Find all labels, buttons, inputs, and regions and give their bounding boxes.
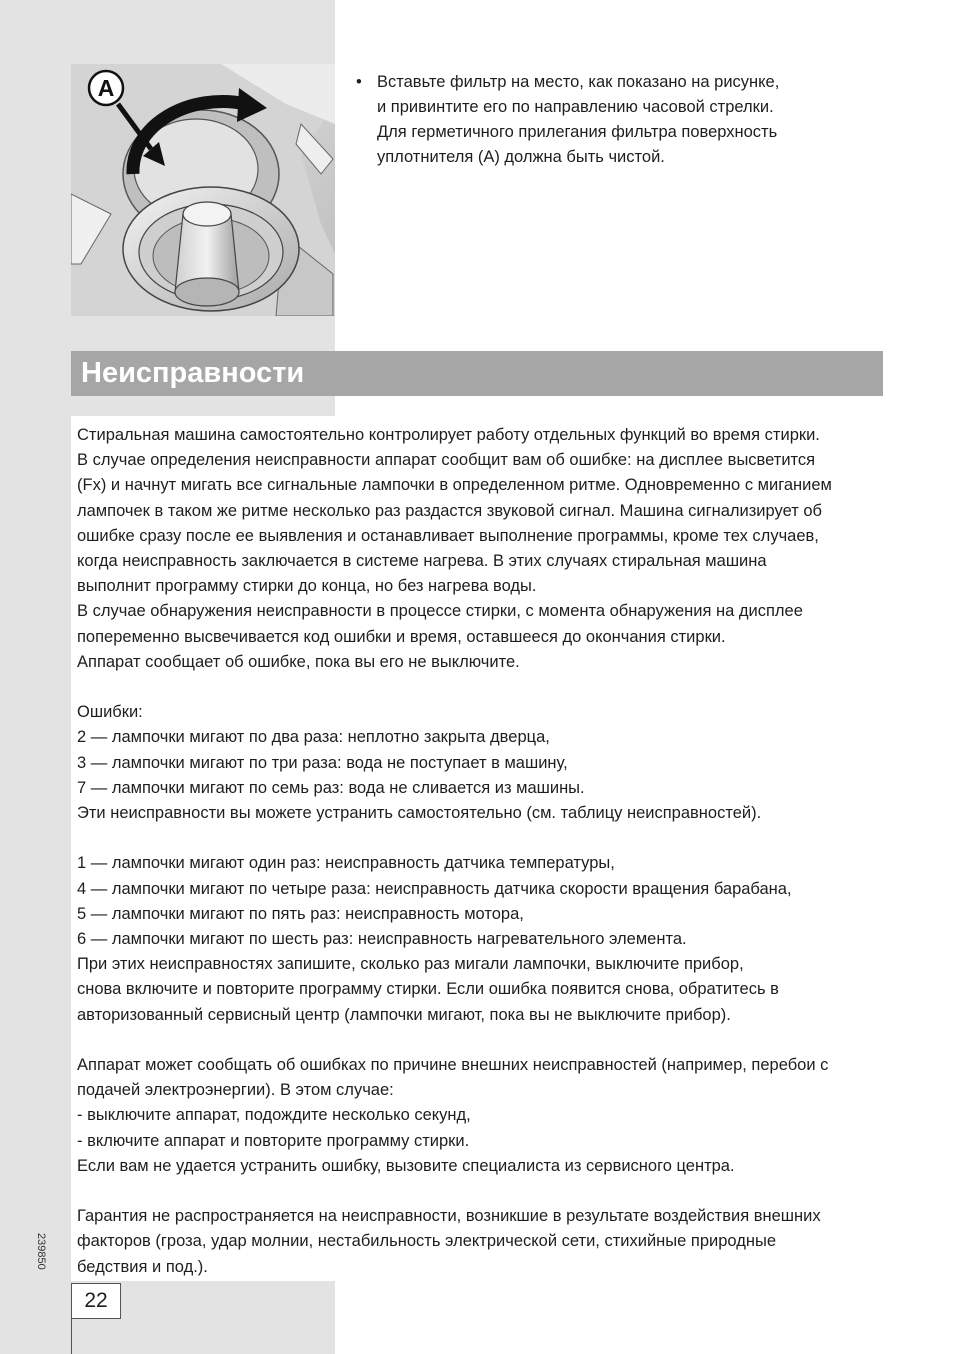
error-item: 2 — лампочки мигают по два раза: неплотно закрыта дверца, bbox=[77, 728, 550, 747]
body-line: ошибке сразу после ее выявления и останавливает выполнение программы, кроме тех случаев, bbox=[77, 526, 819, 545]
body-line: Аппарат сообщает об ошибке, пока вы его не выключите. bbox=[77, 652, 520, 671]
warranty-line: бедствия и под.). bbox=[77, 1257, 208, 1276]
filter-illustration bbox=[71, 64, 335, 316]
bullet-marker: • bbox=[356, 73, 362, 91]
error-item: 4 — лампочки мигают по четыре раза: неисправность датчика скорости вращения барабана, bbox=[77, 879, 792, 898]
error-item: 3 — лампочки мигают по три раза: вода не поступает в машину, bbox=[77, 753, 568, 772]
body-line: (Fx) и начнут мигать все сигнальные лампочки в определенном ритме. Одновременно с миганием bbox=[77, 476, 832, 495]
instruction-text bbox=[377, 70, 876, 170]
page-number: 22 bbox=[71, 1283, 121, 1319]
error-item: 7 — лампочки мигают по семь раз: вода не сливается из машины. bbox=[77, 778, 585, 797]
body-line: - включите аппарат и повторите программу стирки. bbox=[77, 1131, 470, 1150]
body-line: При этих неисправностях запишите, сколько раз мигали лампочки, выключите прибор, bbox=[77, 955, 744, 974]
filter-instruction bbox=[356, 70, 876, 170]
body-line: авторизованный сервисный центр (лампочки мигают, пока вы не выключите прибор). bbox=[77, 1005, 731, 1024]
body-line: Эти неисправности вы можете устранить самостоятельно (см. таблицу неисправностей). bbox=[77, 804, 762, 823]
warranty-line: факторов (гроза, удар молнии, нестабильность электрической сети, стихийные природные bbox=[77, 1232, 776, 1251]
blank-line bbox=[77, 1179, 889, 1204]
warranty-line: Гарантия не распространяется на неисправности, возникшие в результате воздействия внешних bbox=[77, 1207, 821, 1226]
blank-line bbox=[77, 1028, 889, 1053]
body-line: выполнит программу стирки до конца, но без нагрева воды. bbox=[77, 577, 537, 596]
left-margin-band bbox=[0, 416, 71, 1281]
instruction-line: Для герметичного прилегания фильтра поверхность bbox=[377, 123, 778, 141]
bottom-margin-band bbox=[0, 1281, 335, 1354]
instruction-line: и привинтите его по направлению часовой стрелки. bbox=[377, 98, 774, 116]
body-line: подачей электроэнергии). В этом случае: bbox=[77, 1081, 394, 1100]
body-line: В случае определения неисправности аппарат сообщит вам об ошибке: на дисплее высветится bbox=[77, 451, 816, 470]
blank-line bbox=[77, 675, 889, 700]
error-item: 1 — лампочки мигают один раз: неисправность датчика температуры, bbox=[77, 854, 615, 873]
section-heading-bar bbox=[71, 351, 883, 396]
body-line: когда неисправность заключается в системе нагрева. В этих случаях стиральная машина bbox=[77, 552, 767, 571]
errors-heading: Ошибки: bbox=[77, 703, 143, 722]
troubleshooting-body bbox=[77, 423, 889, 1280]
body-line: В случае обнаружения неисправности в процессе стирки, с момента обнаружения на дисплее bbox=[77, 602, 803, 621]
callout-letter: A bbox=[97, 75, 115, 101]
error-item: 6 — лампочки мигают по шесть раз: неисправность нагревательного элемента. bbox=[77, 930, 687, 949]
blank-line bbox=[77, 826, 889, 851]
body-line: Если вам не удается устранить ошибку, вызовите специалиста из сервисного центра. bbox=[77, 1156, 735, 1175]
error-item: 5 — лампочки мигают по пять раз: неисправность мотора, bbox=[77, 904, 524, 923]
body-line: лампочек в таком же ритме несколько раз раздастся звуковой сигнал. Машина сигнализирует об bbox=[77, 501, 822, 520]
body-line: попеременно высвечивается код ошибки и время, оставшееся до окончания стирки. bbox=[77, 627, 726, 646]
body-line: Аппарат может сообщать об ошибках по причине внешних неисправностей (например, перебои с bbox=[77, 1056, 829, 1075]
instruction-line: Вставьте фильтр на место, как показано на рисунке, bbox=[377, 73, 780, 91]
document-code: 239850 bbox=[35, 1233, 47, 1270]
section-title: Неисправности bbox=[81, 357, 305, 389]
page-rule bbox=[71, 1319, 72, 1354]
body-line: снова включите и повторите программу стирки. Если ошибка появится снова, обратитесь в bbox=[77, 980, 779, 999]
instruction-line: уплотнителя (А) должна быть чистой. bbox=[377, 148, 665, 166]
body-line: - выключите аппарат, подождите несколько секунд, bbox=[77, 1106, 471, 1125]
body-line: Стиральная машина самостоятельно контролирует работу отдельных функций во время стирки. bbox=[77, 426, 820, 444]
